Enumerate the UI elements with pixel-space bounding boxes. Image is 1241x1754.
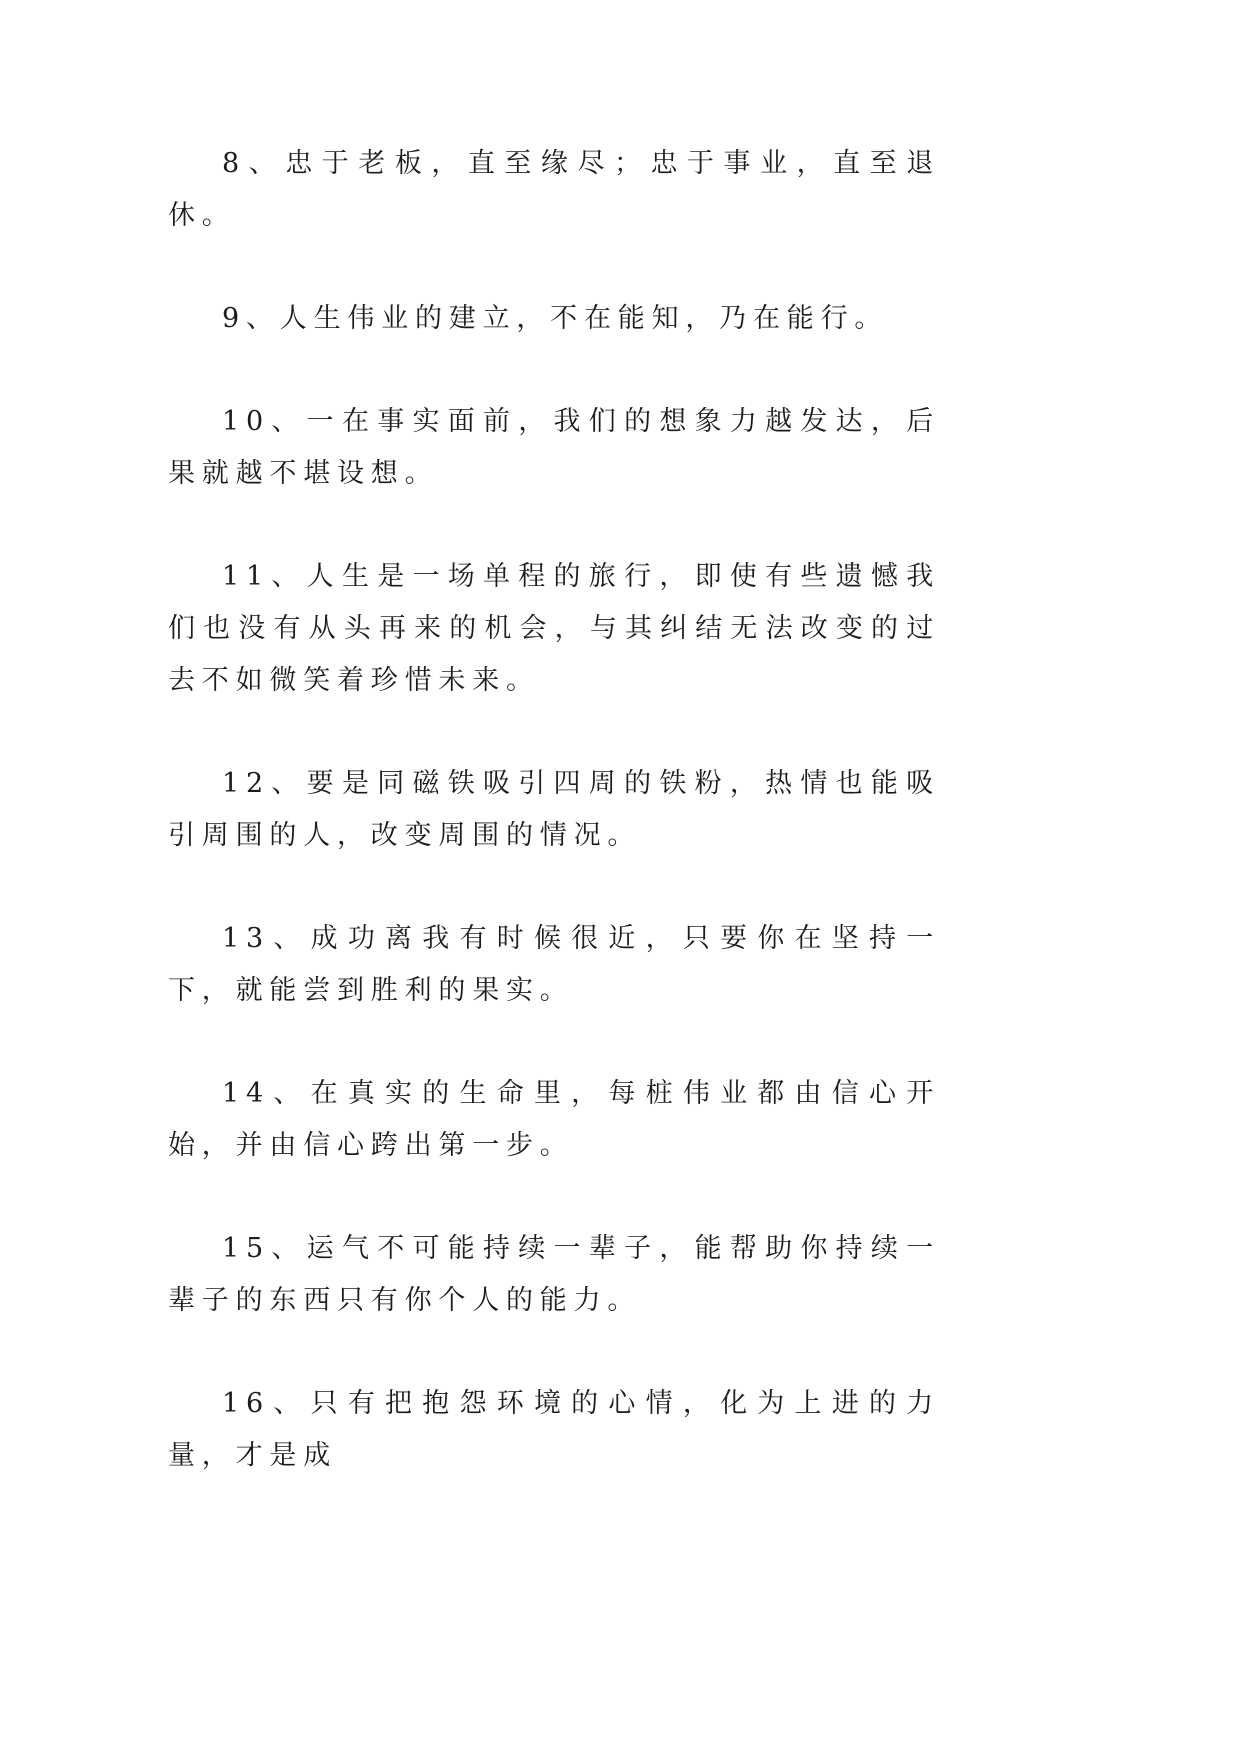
paragraph-8	[168, 138, 940, 242]
line: 从头再来的机会，与其纠结无法改变的过去不如微笑着珍惜	[168, 613, 940, 696]
line: 13、成功离我有时候很近，只要你在坚持一下，就能尝	[168, 923, 940, 1006]
line: 人，改变周围的情况。	[303, 820, 642, 851]
line: 12、要是同磁铁吸引四周的铁粉，热情也能吸引周围的	[168, 768, 940, 851]
line: 8、忠于老板，直至缘尽；忠于事业，直至退休。	[168, 148, 940, 231]
paragraph-12	[168, 758, 940, 862]
document-body	[168, 138, 940, 1533]
paragraph-11	[168, 551, 940, 707]
paragraph-10	[168, 396, 940, 500]
line: 10、一在事实面前，我们的想象力越发达，后果就越不	[168, 406, 940, 489]
line: 堪设想。	[303, 458, 439, 489]
line: 西只有你个人的能力。	[303, 1285, 642, 1316]
line: 11、人生是一场单程的旅行，即使有些遗憾我们也没有	[168, 561, 940, 644]
line: 心跨出第一步。	[337, 1130, 574, 1161]
line: 15、运气不可能持续一辈子，能帮助你持续一辈子的东	[168, 1233, 940, 1316]
line: 9、人生伟业的建立，不在能知，乃在能行。	[222, 303, 889, 334]
line: 到胜利的果实。	[337, 975, 574, 1006]
paragraph-9	[168, 293, 940, 345]
line: 未来。	[438, 665, 540, 696]
paragraph-16	[168, 1378, 940, 1482]
paragraph-14	[168, 1068, 940, 1172]
line: 16、只有把抱怨环境的心情，化为上进的力量，才是成	[168, 1388, 940, 1471]
paragraph-13	[168, 913, 940, 1017]
paragraph-15	[168, 1223, 940, 1327]
line: 14、在真实的生命里，每桩伟业都由信心开始，并由信	[168, 1078, 940, 1161]
